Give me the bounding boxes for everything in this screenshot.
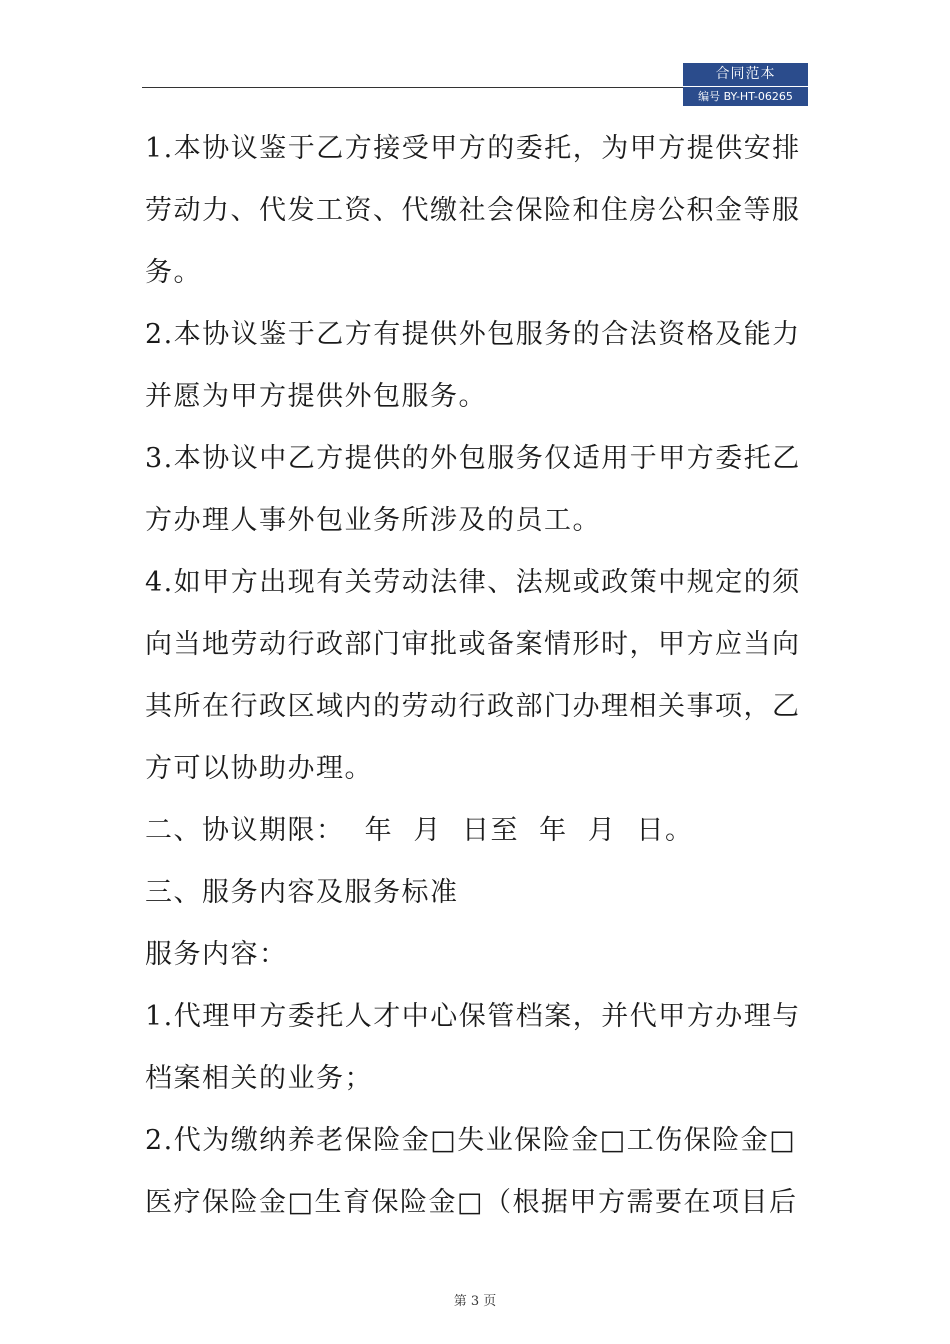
text-line: 3.本协议中乙方提供的外包服务仅适用于甲方委托乙	[145, 443, 801, 474]
text-line: 其所在行政区域内的劳动行政部门办理相关事项，乙	[145, 691, 801, 722]
section-heading: 三、服务内容及服务标准	[145, 877, 459, 908]
text-line: 向当地劳动行政部门审批或备案情形时，甲方应当向	[145, 629, 801, 660]
text-line: 并愿为甲方提供外包服务。	[145, 381, 487, 412]
badge-title: 合同范本	[683, 63, 808, 86]
header-rule	[142, 87, 683, 88]
document-badge	[683, 63, 808, 106]
text-line: 档案相关的业务；	[145, 1063, 373, 1094]
text-line: 方可以协助办理。	[145, 753, 373, 784]
document-body	[145, 118, 810, 1234]
page-number: 第 3 页	[453, 1294, 497, 1309]
insurance-options-line: 2.代为缴纳养老保险金□失业保险金□工伤保险金□	[145, 1125, 797, 1156]
agreement-term-line: 二、协议期限： 年 月 日至 年 月 日。	[145, 815, 694, 846]
text-line: 劳动力、代发工资、代缴社会保险和住房公积金等服	[145, 195, 801, 226]
text-line: 1.本协议鉴于乙方接受甲方的委托，为甲方提供安排	[145, 133, 801, 164]
text-line: 4.如甲方出现有关劳动法律、法规或政策中规定的须	[145, 567, 801, 598]
text-line: 务。	[145, 257, 202, 288]
text-line: 2.本协议鉴于乙方有提供外包服务的合法资格及能力	[145, 319, 801, 350]
badge-code: 编号 BY-HT-06265	[683, 87, 808, 106]
insurance-options-line: 医疗保险金□生育保险金□（根据甲方需要在项目后	[145, 1187, 798, 1218]
text-line: 1.代理甲方委托人才中心保管档案，并代甲方办理与	[145, 1001, 801, 1032]
text-line: 方办理人事外包业务所涉及的员工。	[145, 505, 601, 536]
subsection-heading: 服务内容：	[145, 939, 288, 970]
